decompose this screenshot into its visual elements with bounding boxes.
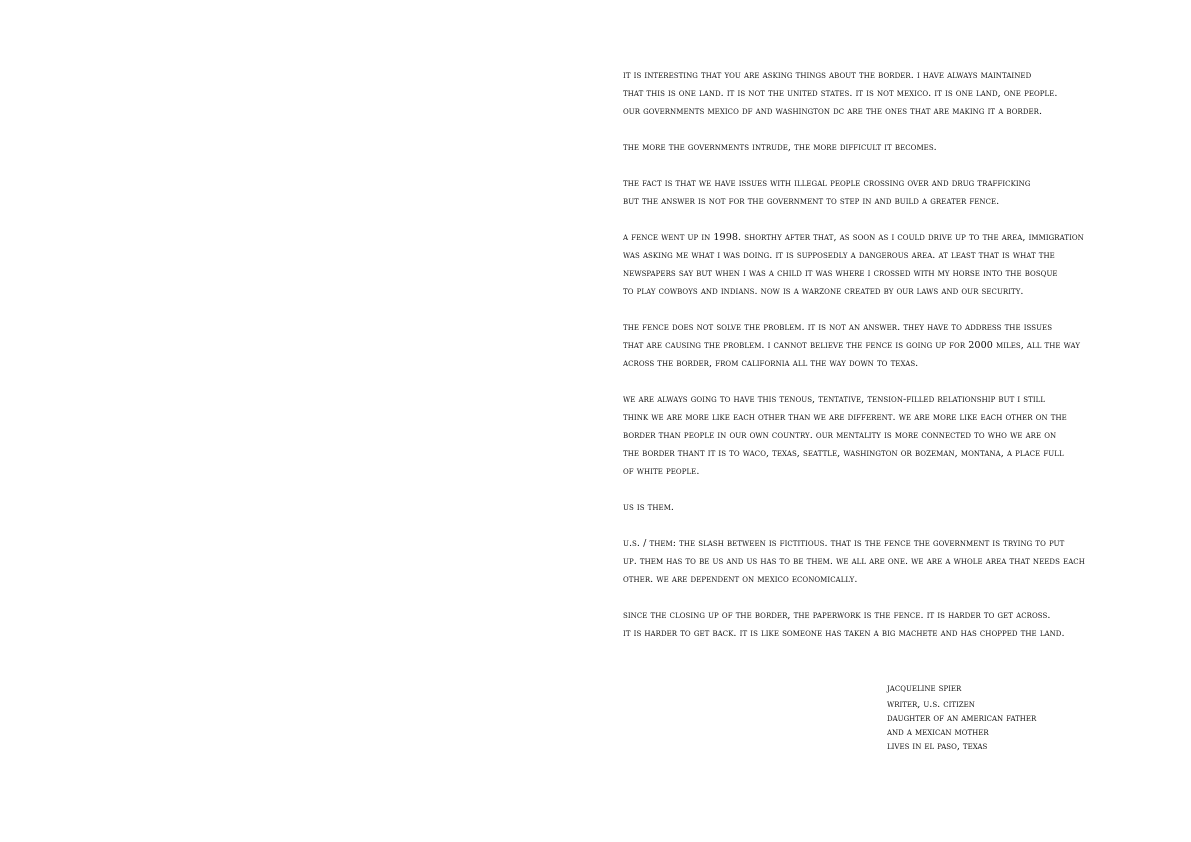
text-line: the more the governments intrude, the more difficult it becomes.: [623, 142, 937, 153]
text-line: think we are more like each other than we are different. we are more like each other on the: [623, 412, 1067, 423]
author-detail: writer, u.s. citizen: [887, 699, 975, 710]
author-detail: daughter of an american father: [887, 713, 1037, 724]
text-line: the fence does not solve the problem. it is not an answer. they have to address the issues: [623, 322, 1053, 333]
paragraph-paperwork: [623, 607, 1168, 643]
paragraph-us-is-them: [623, 499, 1168, 517]
text-line: a fence went up in 1998. shorthy after that, as soon as i could drive up to the area, immigration: [623, 232, 1084, 243]
paragraph-fence-no-solution: [623, 319, 1168, 373]
text-line: of white people.: [623, 466, 700, 477]
text-line: we are always going to have this tenous, tentative, tension-filled relationship but i still: [623, 394, 1046, 405]
text-line: up. them has to be us and us has to be them. we all are one. we are a whole area that needs each: [623, 556, 1085, 567]
author-detail: and a mexican mother: [887, 727, 989, 738]
paragraph-slash: [623, 535, 1168, 589]
text-line: the fact is that we have issues with illegal people crossing over and drug trafficking: [623, 178, 1031, 189]
paragraph-relationship: [623, 391, 1168, 481]
author-signature-block: [887, 680, 1147, 754]
text-line: since the closing up of the border, the paperwork is the fence. it is harder to get across.: [623, 610, 1051, 621]
text-line: newspapers say but when i was a child it was where i crossed with my horse into the bosque: [623, 268, 1058, 279]
paragraph-governments-intrude: [623, 139, 1168, 157]
text-line: that are causing the problem. i cannot believe the fence is going up for 2000 miles, all the way: [623, 340, 1081, 351]
text-line: the border thant it is to waco, texas, seattle, washington or bozeman, montana, a place full: [623, 448, 1064, 459]
text-line: was asking me what i was doing. it is supposedly a dangerous area. at least that is what the: [623, 250, 1055, 261]
text-line: us is them.: [623, 502, 675, 513]
text-line: that this is one land. it is not the united states. it is not mexico. it is one land, one people.: [623, 88, 1058, 99]
text-line: other. we are dependent on mexico economically.: [623, 574, 858, 585]
text-line: it is harder to get back. it is like someone has taken a big machete and has chopped the land.: [623, 628, 1065, 639]
interview-text: [623, 67, 1168, 661]
paragraph-greater-fence: [623, 175, 1168, 211]
text-line: border than people in our own country. our mentality is more connected to who we are on: [623, 430, 1057, 441]
text-line: u.s. / them: the slash between is fictitious. that is the fence the government is trying to put: [623, 538, 1065, 549]
author-name: jacqueline spier: [887, 683, 962, 694]
text-line: but the answer is not for the government to step in and build a greater fence.: [623, 196, 1000, 207]
text-line: across the border, from california all the way down to texas.: [623, 358, 919, 369]
paragraph-fence-1998: [623, 229, 1168, 301]
paragraph-one-land: [623, 67, 1168, 121]
text-line: our governments mexico df and washington dc are the ones that are making it a border.: [623, 106, 1043, 117]
author-detail: lives in el paso, texas: [887, 741, 988, 752]
text-line: it is interesting that you are asking things about the border. i have always maintained: [623, 70, 1032, 81]
text-line: to play cowboys and indians. now is a warzone created by our laws and our security.: [623, 286, 1024, 297]
